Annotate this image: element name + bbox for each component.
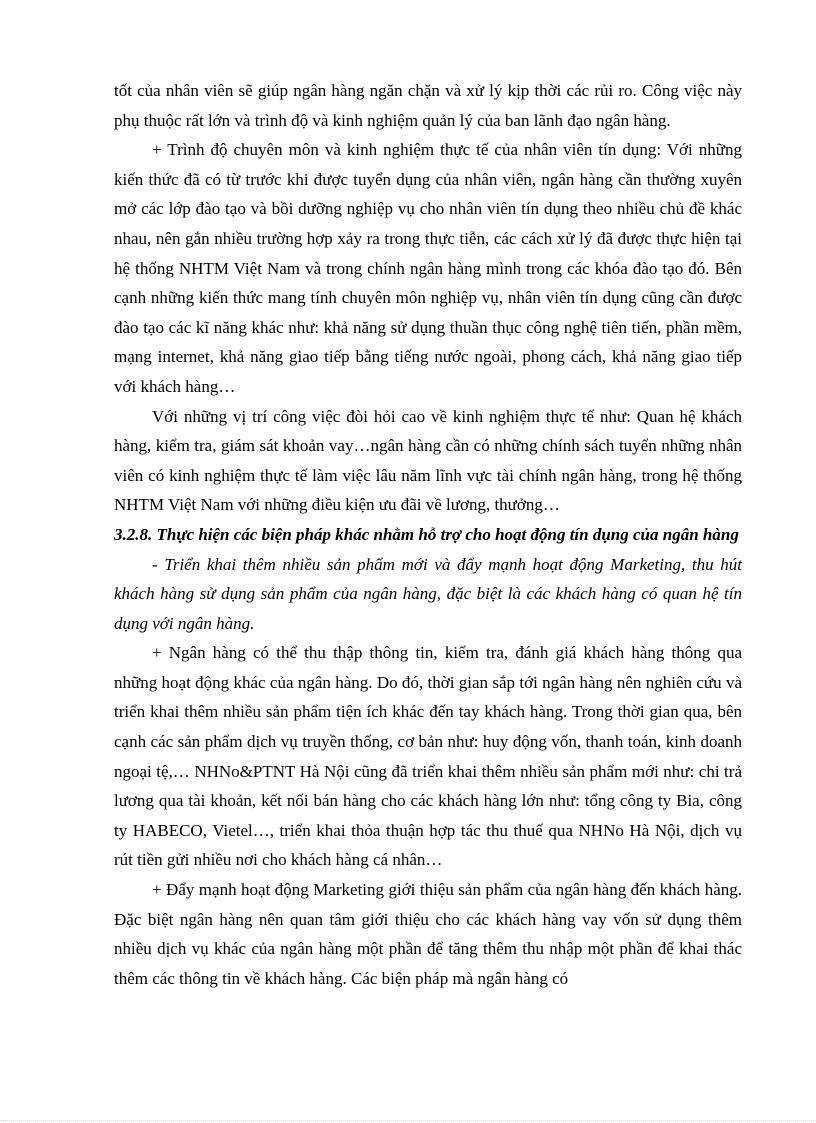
paragraph-new-products-marketing: - Triển khai thêm nhiều sản phẩm mới và đẩy mạnh hoạt động Marketing, thu hút khách hàng sử dụng sản phẩm của ngân hàng, đặc biệt là các khách hàng có quan hệ tín dụng với ngân hàng. <box>114 554 742 633</box>
page-bottom-divider <box>0 1120 816 1121</box>
document-page <box>114 76 742 993</box>
paragraph-collect-information: + Ngân hàng có thể thu thập thông tin, kiểm tra, đánh giá khách hàng thông qua những hoạt động khác của ngân hàng. Do đó, thời gian sắp tới ngân hàng nên nghiên cứu và triển khai thêm nhiều sản phẩm tiện ích khác đến tay khách hàng. Trong thời gian qua, bên cạnh các sản phẩm dịch vụ truyền thống, cơ bản như: huy động vốn, thanh toán, kinh doanh ngoại tệ,… NHNo&PTNT Hà Nội cũng đã triển khai thêm nhiều sản phẩm mới như: chi trả lương qua tài khoản, kết nối bán hàng cho các khách hàng lớn như: tổng công ty Bia, công ty HABECO, Vietel…, triển khai thỏa thuận hợp tác thu thuế qua NHNo Hà Nội, dịch vụ rút tiền gửi nhiều nơi cho khách hàng cá nhân… <box>114 643 742 870</box>
paragraph-staff-risk: tốt của nhân viên sẽ giúp ngân hàng ngăn chặn và xử lý kịp thời các rủi ro. Công việc này phụ thuộc rất lớn và trình độ và kinh nghiệm quản lý của ban lãnh đạo ngân hàng. <box>114 81 742 130</box>
paragraph-experience-positions: Với những vị trí công việc đòi hỏi cao về kinh nghiệm thực tế như: Quan hệ khách hàng, kiểm tra, giám sát khoản vay…ngân hàng cần có những chính sách tuyển những nhân viên có kinh nghiệm thực tế làm việc lâu năm lĩnh vực tài chính ngân hàng, trong hệ thống NHTM Việt Nam với những điều kiện ưu đãi về lương, thưởng… <box>114 406 742 515</box>
section-heading-3-2-8: 3.2.8. Thực hiện các biện pháp khác nhằm hỗ trợ cho hoạt động tín dụng của ngân hàng <box>114 524 739 544</box>
paragraph-marketing-promotion: + Đẩy mạnh hoạt động Marketing giới thiệu sản phẩm của ngân hàng đến khách hàng. Đặc biệt ngân hàng nên quan tâm giới thiệu cho các khách hàng vay vốn sử dụng thêm nhiều dịch vụ khác của ngân hàng một phần để tăng thêm thu nhập một phần để khai thác thêm các thông tin về khách hàng. Các biện pháp mà ngân hàng có <box>114 880 742 988</box>
paragraph-credit-staff-expertise: + Trình độ chuyên môn và kinh nghiệm thực tế của nhân viên tín dụng: Với những kiến thức đã có từ trước khi được tuyển dụng của nhân viên, ngân hàng cần thường xuyên mở các lớp đào tạo và bồi dưỡng nghiệp vụ cho nhân viên tín dụng theo nhiều chủ đề khác nhau, nên gắn nhiều trường hợp xảy ra trong thực tiễn, các cách xử lý đã được thực hiện tại hệ thống NHTM Việt Nam và trong chính ngân hàng mình trong các khóa đào tạo đó. Bên cạnh những kiến thức mang tính chuyên môn nghiệp vụ, nhân viên tín dụng cũng cần được đào tạo các kĩ năng khác như: khả năng sử dụng thuần thục công nghệ tiên tiến, phần mềm, mạng internet, khả năng giao tiếp bằng tiếng nước ngoài, phong cách, khả năng giao tiếp với khách hàng… <box>114 140 742 396</box>
